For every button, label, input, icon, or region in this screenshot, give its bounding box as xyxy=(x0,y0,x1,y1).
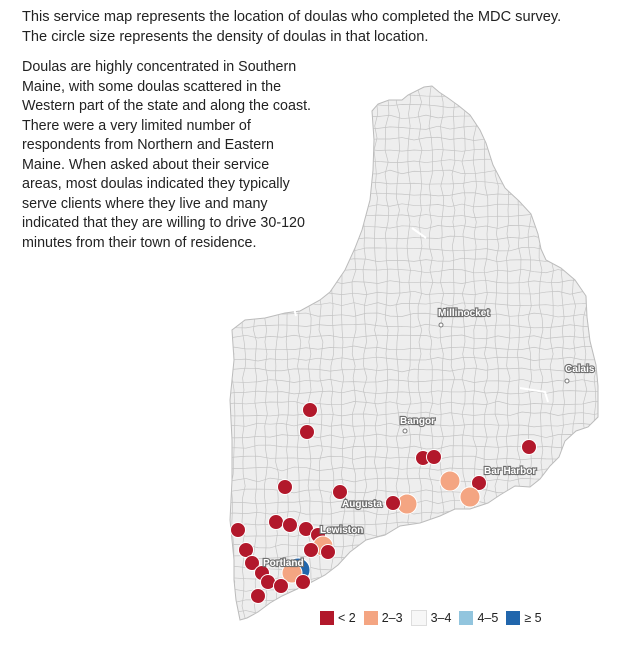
doula-point xyxy=(386,496,401,511)
city-label-lewiston: Lewiston xyxy=(320,525,364,536)
legend xyxy=(320,608,550,628)
legend-label-4-5: 4–5 xyxy=(477,611,499,625)
legend-label-lt2: < 2 xyxy=(338,611,356,625)
doula-point xyxy=(522,440,537,455)
doula-point xyxy=(251,589,266,604)
doula-point xyxy=(333,485,348,500)
doula-point xyxy=(278,480,293,495)
doula-point xyxy=(283,518,298,533)
city-dot xyxy=(439,323,443,327)
township-line xyxy=(222,82,606,86)
city-label-bar-harbor: Bar Harbor xyxy=(484,466,537,477)
city-label-augusta: Augusta xyxy=(342,499,382,510)
city-label-millinocket: Millinocket xyxy=(438,308,490,319)
legend-item-4-5 xyxy=(459,611,498,625)
township-line xyxy=(220,80,224,630)
township-line xyxy=(594,80,598,630)
city-label-calais: Calais xyxy=(565,364,595,375)
legend-swatch-2-3 xyxy=(364,611,378,625)
doula-point xyxy=(321,545,336,560)
legend-item-3-4 xyxy=(411,610,452,626)
maine-land xyxy=(230,86,598,620)
doula-point xyxy=(303,403,318,418)
legend-swatch-4-5 xyxy=(459,611,473,625)
city-dot xyxy=(403,429,407,433)
legend-item-2-3 xyxy=(364,611,403,625)
doula-point xyxy=(304,543,319,558)
doula-point xyxy=(269,515,284,530)
legend-item-lt2 xyxy=(320,611,356,625)
city-label-portland: Portland xyxy=(263,558,304,569)
intro-text: This service map represents the location of doulas who completed the MDC survey. The circle size represents the density of doulas in that location. xyxy=(22,9,562,45)
legend-label-gte5: ≥ 5 xyxy=(524,611,542,625)
doula-point xyxy=(440,471,460,491)
township-line xyxy=(222,599,606,603)
doula-point xyxy=(427,450,442,465)
legend-swatch-lt2 xyxy=(320,611,334,625)
city-label-bangor: Bangor xyxy=(400,416,435,427)
doula-point xyxy=(274,579,289,594)
doula-point xyxy=(231,523,246,538)
doula-point xyxy=(300,425,315,440)
legend-item-gte5 xyxy=(506,611,541,625)
legend-label-3-4: 3–4 xyxy=(430,611,452,625)
description-text: Doulas are highly concentrated in Southern Maine, with some doulas scattered in the Western part of the state and along the coast. There were a very limited number of respondents from Northern and Eastern Maine. When asked about their service areas, most doulas indicated they typically serve clients where they live and many indicated that they are willing to drive 30-120 minutes from their town of residence. xyxy=(22,59,312,251)
doula-point xyxy=(296,575,311,590)
legend-label-2-3: 2–3 xyxy=(381,611,403,625)
legend-swatch-3-4 xyxy=(411,610,427,626)
city-dot xyxy=(565,379,569,383)
legend-swatch-gte5 xyxy=(506,611,520,625)
doula-point xyxy=(460,487,480,507)
